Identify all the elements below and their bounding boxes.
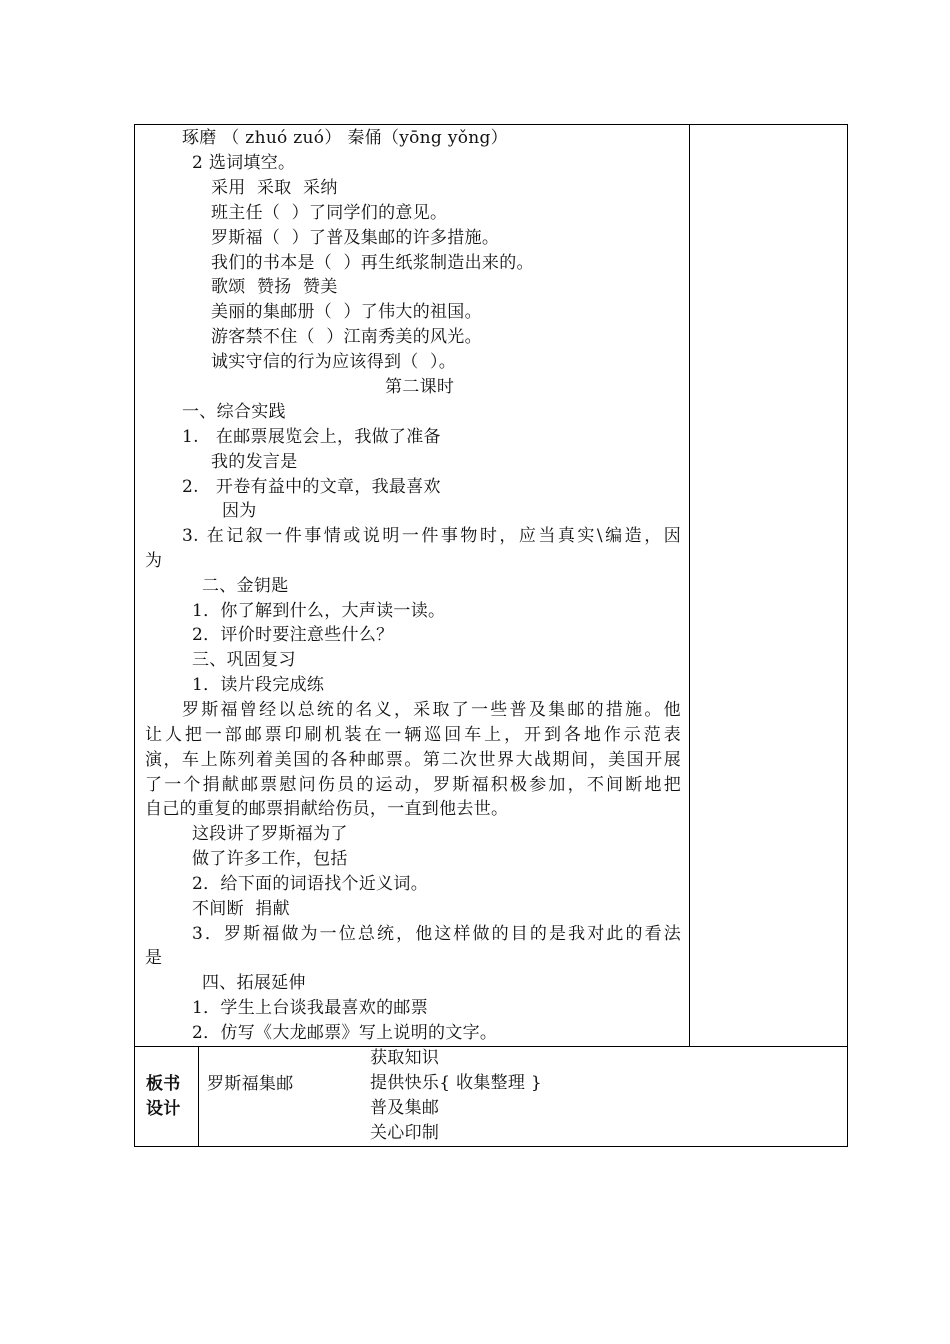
review-item-3: 3．罗斯福做为一位总统，他这样做的目的是我对此的看法	[192, 924, 681, 944]
key-item-2: 2．评价时要注意些什么？	[192, 625, 394, 645]
section-4-title: 四、拓展延伸	[202, 973, 306, 993]
passage-question-1-cont: 做了许多工作，包括	[192, 849, 348, 869]
word-group-1: 采用 采取 采纳	[211, 178, 338, 198]
practice-item-2-sub: 因为	[222, 501, 257, 521]
extension-item-2: 2．仿写《大龙邮票》写上说明的文字。	[192, 1023, 498, 1043]
fill-sentence-3: 我们的书本是（ ）再生纸浆制造出来的。	[211, 253, 534, 273]
fill-sentence-4: 美丽的集邮册（ ）了伟大的祖国。	[211, 302, 482, 322]
section-3-title: 三、巩固复习	[192, 650, 296, 670]
board-item-3: 普及集邮	[370, 1098, 440, 1118]
practice-item-3: 3. 在记叙一件事情或说明一件事物时，应当真实\编造，因	[182, 526, 681, 546]
practice-item-2: 2. 开卷有益中的文章，我最喜欢	[182, 477, 441, 497]
section-1-title: 一、综合实践	[182, 402, 286, 422]
board-item-4: 关心印制	[370, 1123, 440, 1143]
review-item-1: 1．读片段完成练	[192, 675, 325, 695]
passage-question-1: 这段讲了罗斯福为了	[192, 824, 348, 844]
board-label-divider	[198, 1046, 199, 1146]
practice-item-1: 1. 在邮票展览会上，我做了准备	[182, 427, 441, 447]
board-subject: 罗斯福集邮	[207, 1074, 294, 1094]
board-row-divider	[134, 1046, 848, 1047]
fill-sentence-1: 班主任（ ）了同学们的意见。	[211, 203, 448, 223]
passage-line-5: 自己的重复的邮票捐献给伤员，一直到他去世。	[145, 799, 509, 819]
board-label-line-2: 设计	[146, 1099, 181, 1119]
word-group-2: 歌颂 赞扬 赞美	[211, 277, 338, 297]
fill-sentence-5: 游客禁不住（ ）江南秀美的风光。	[211, 327, 482, 347]
passage-line-3: 演，车上陈列着美国的各种邮票。第二次世界大战期间，美国开展	[145, 750, 681, 770]
pinyin-line: 琢磨 （ zhuó zuó） 秦俑（yōng yǒng）	[182, 128, 508, 148]
board-item-2: 提供快乐{ 收集整理 }	[370, 1073, 543, 1093]
fill-sentence-6: 诚实守信的行为应该得到（ ）。	[211, 352, 457, 372]
board-label-line-1: 板书	[146, 1074, 181, 1094]
review-item-3-cont: 是	[145, 948, 163, 968]
board-item-1: 获取知识	[370, 1048, 440, 1068]
passage-line-4: 了一个捐献邮票慰问伤员的运动，罗斯福积极参加，不间断地把	[145, 775, 681, 795]
key-item-1: 1．你了解到什么，大声读一读。	[192, 601, 446, 621]
practice-item-1-sub: 我的发言是	[211, 452, 298, 472]
fill-sentence-2: 罗斯福（ ）了普及集邮的许多措施。	[211, 228, 500, 248]
exercise-2-title: 2 选词填空。	[192, 153, 296, 173]
practice-item-3-cont: 为	[145, 551, 163, 571]
passage-line-2: 让人把一部邮票印刷机装在一辆巡回车上，开到各地作示范表	[145, 725, 681, 745]
extension-item-1: 1．学生上台谈我最喜欢的邮票	[192, 998, 429, 1018]
review-item-2: 2．给下面的词语找个近义词。	[192, 874, 429, 894]
section-2-title: 二、金钥匙	[202, 576, 289, 596]
passage-line-1: 罗斯福曾经以总统的名义，采取了一些普及集邮的措施。他	[182, 700, 681, 720]
synonym-words: 不间断 捐献	[192, 899, 290, 919]
lesson-heading: 第二课时	[385, 377, 455, 397]
column-divider	[689, 124, 690, 1047]
